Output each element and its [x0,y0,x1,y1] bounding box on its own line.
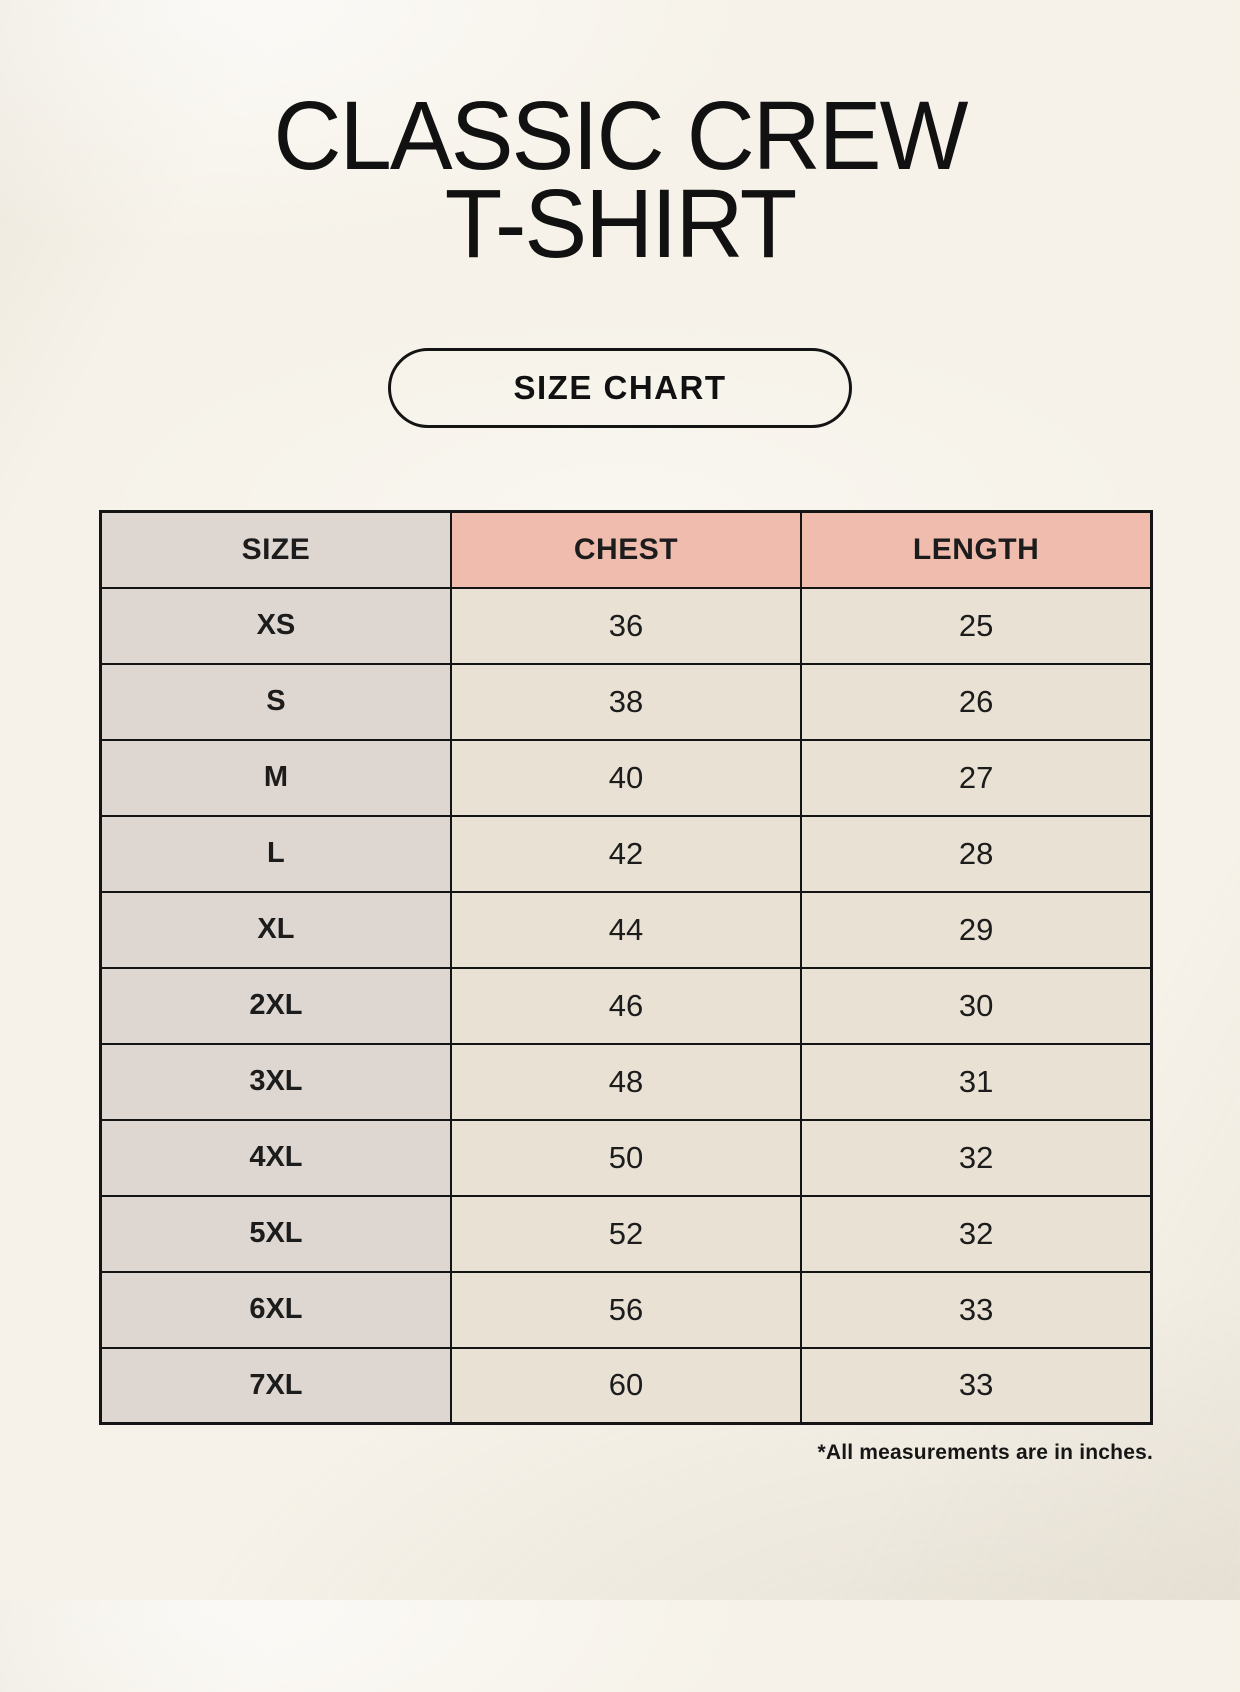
table-row [101,1196,1152,1272]
length-cell: 32 [801,1196,1151,1272]
table-row [101,1120,1152,1196]
table-row [101,1044,1152,1120]
chest-cell: 36 [451,588,801,664]
size-table-body [101,588,1152,1424]
chest-cell: 46 [451,968,801,1044]
chest-cell: 38 [451,664,801,740]
size-chart-table-header [101,512,1152,588]
table-row [101,664,1152,740]
table-row [101,1348,1152,1424]
measurements-footnote: *All measurements are in inches. [817,1441,1153,1464]
length-cell: 27 [801,740,1151,816]
size-cell: XL [101,892,451,968]
table-row [101,740,1152,816]
chest-cell: 56 [451,1272,801,1348]
length-cell: 28 [801,816,1151,892]
chest-cell: 48 [451,1044,801,1120]
page-title [19,81,1222,278]
length-cell: 33 [801,1348,1151,1424]
size-column-header: SIZE [101,512,451,588]
chest-cell: 42 [451,816,801,892]
length-column-header: LENGTH [801,512,1151,588]
size-cell: 6XL [101,1272,451,1348]
size-chart-table [99,510,1153,1425]
chest-cell: 50 [451,1120,801,1196]
header-row [101,512,1152,588]
size-cell: 2XL [101,968,451,1044]
length-cell: 30 [801,968,1151,1044]
length-cell: 25 [801,588,1151,664]
size-cell: S [101,664,451,740]
table-row [101,892,1152,968]
table-row [101,1272,1152,1348]
size-cell: 4XL [101,1120,451,1196]
chest-cell: 40 [451,740,801,816]
size-chart-button[interactable]: SIZE CHART [388,348,852,428]
page-title-line1: CLASSIC CREW [273,81,967,190]
size-cell: 5XL [101,1196,451,1272]
table-row [101,816,1152,892]
length-cell: 33 [801,1272,1151,1348]
size-cell: 7XL [101,1348,451,1424]
table-row [101,588,1152,664]
size-cell: M [101,740,451,816]
size-cell: 3XL [101,1044,451,1120]
chest-cell: 60 [451,1348,801,1424]
chest-column-header: CHEST [451,512,801,588]
length-cell: 31 [801,1044,1151,1120]
size-cell: XS [101,588,451,664]
length-cell: 29 [801,892,1151,968]
table-row [101,968,1152,1044]
size-chart-page [0,81,1240,1692]
size-cell: L [101,816,451,892]
length-cell: 32 [801,1120,1151,1196]
chest-cell: 44 [451,892,801,968]
page-title-line2: T-SHIRT [444,169,796,278]
length-cell: 26 [801,664,1151,740]
chest-cell: 52 [451,1196,801,1272]
